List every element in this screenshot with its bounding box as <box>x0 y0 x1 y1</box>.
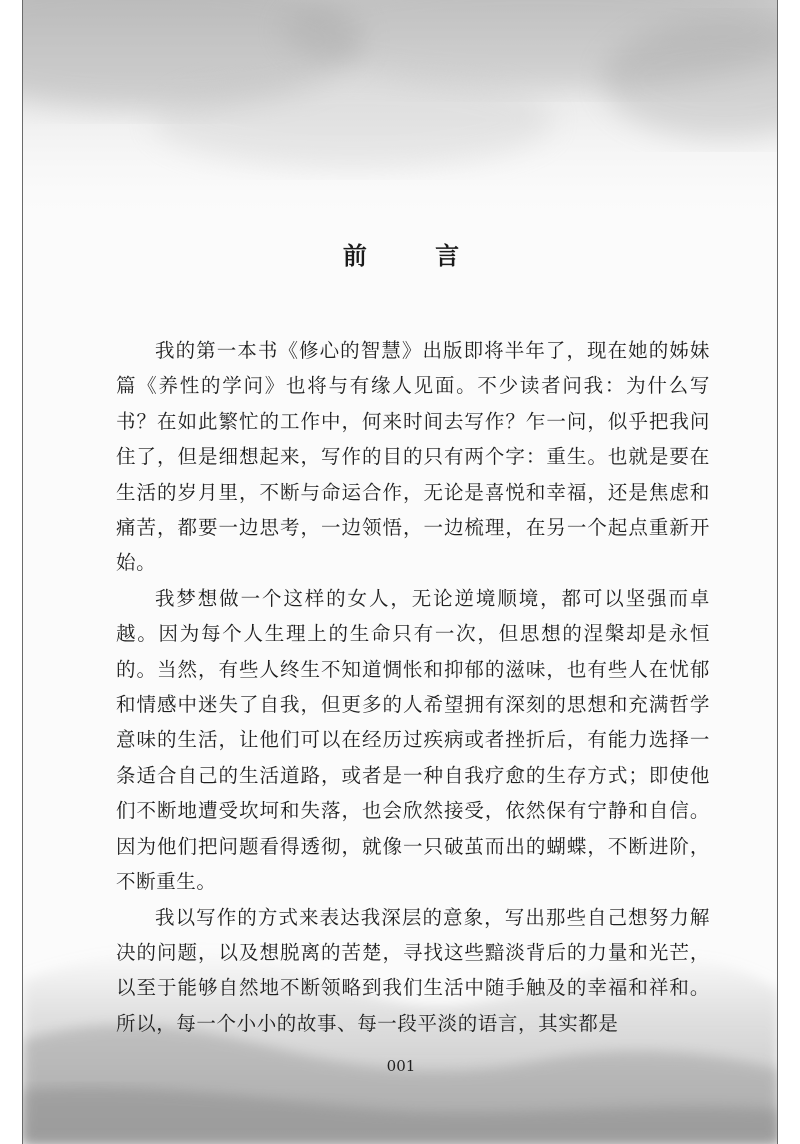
page-title: 前 言 <box>342 241 490 270</box>
paragraph: 我以写作的方式来表达我深层的意象，写出那些自己想努力解决的问题，以及想脱离的苦楚，寻找这些黯淡背后的力量和光芒，以至于能够自然地不断领略到我们生活中随手触及的幸福和祥和。所以，每一个小小的故事、每一段平淡的语言，其实都是 <box>116 905 710 1035</box>
preface-body <box>116 333 710 1041</box>
page-number: 001 <box>386 1057 416 1075</box>
paragraph: 我梦想做一个这样的女人，无论逆境顺境，都可以坚强而卓越。因为每个人生理上的生命只有一次，但思想的涅槃却是永恒的。当然，有些人终生不知道惆怅和抑郁的滋味，也有些人在忧郁和情感中迷失了自我，但更多的人希望拥有深刻的思想和充满哲学意味的生活，让他们可以在经历过疾病或者挫折后，有能力选择一条适合自己的生活道路，或者是一种自我疗愈的生存方式；即使他们不断地遭受坎坷和失落，也会欣然接受，依然保有宁静和自信。因为他们把问题看得透彻，就像一只破茧而出的蝴蝶，不断进阶，不断重生。 <box>116 586 710 894</box>
paragraph: 我的第一本书《修心的智慧》出版即将半年了，现在她的姊妹篇《养性的学问》也将与有缘人见面。不少读者问我：为什么写书？在如此繁忙的工作中，何来时间去写作？乍一问，似乎把我问住了，但是细想起来，写作的目的只有两个字：重生。也就是要在生活的岁月里，不断与命运合作，无论是喜悦和幸福，还是焦虑和痛苦，都要一边思考，一边领悟，一边梳理，在另一个起点重新开始。 <box>116 339 710 575</box>
book-page <box>22 0 778 1144</box>
